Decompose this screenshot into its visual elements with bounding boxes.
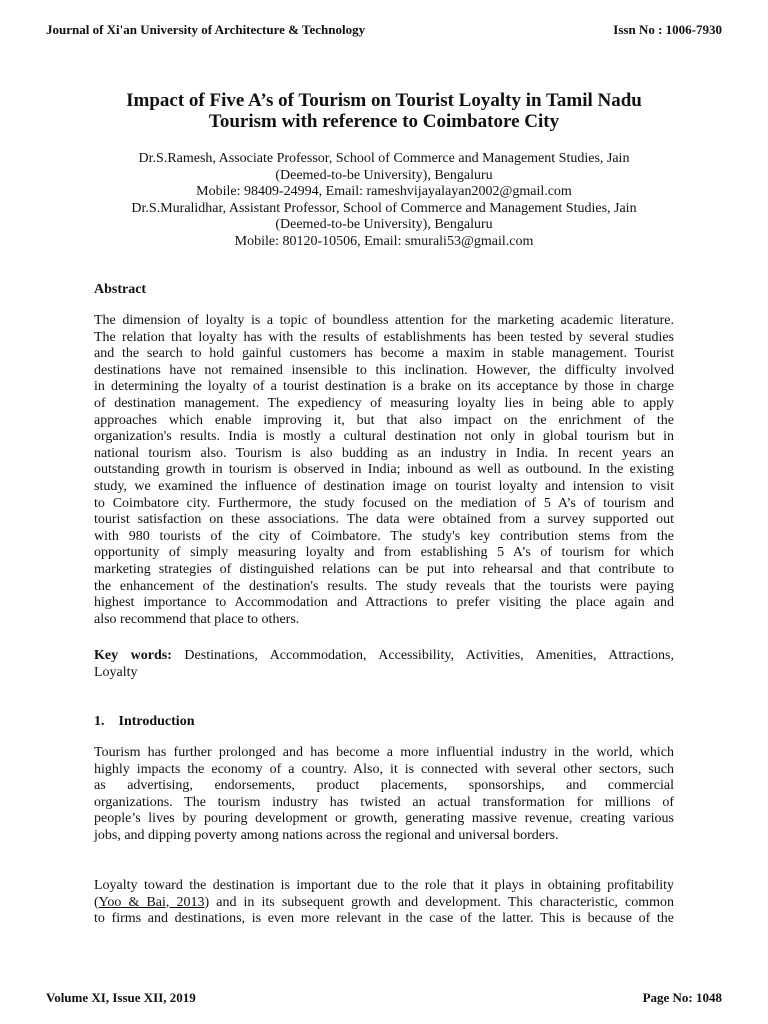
introduction-paragraph-1 — [94, 745, 674, 845]
running-footer — [46, 990, 722, 1006]
abstract-body — [94, 313, 674, 628]
abstract-line: and the search to hold gainful customers has become a maxim in stable management. Tourist — [94, 346, 674, 362]
running-header — [46, 22, 722, 38]
abstract-line: approaches which enable improving it, but that also impact on the enrichment of the — [94, 412, 674, 428]
intro-line: highly impacts the economy of a country. Also, it is connected with several other sectors, such — [94, 761, 674, 777]
abstract-line: of destination management. The expediency of measuring loyalty lies in being able to apply — [94, 395, 674, 411]
abstract-line: the enhancement of the destination's results. The study reveals that the tourists were paying — [94, 578, 674, 594]
issn-number: Issn No : 1006-7930 — [613, 22, 722, 37]
title-line-2: Tourism with reference to Coimbatore City — [208, 111, 560, 132]
paper-title — [60, 90, 708, 132]
abstract-line: in determining the loyalty of a tourist destination is a brake on its acceptance by those in charge — [94, 379, 674, 395]
title-line-1: Impact of Five A’s of Tourism on Tourist Loyalty in Tamil Nadu — [126, 90, 642, 111]
abstract-line: also recommend that place to others. — [94, 611, 300, 627]
paren-open: ( — [94, 894, 99, 910]
abstract-line: marketing strategies of distinguished relations can be put into rehearsal and that contribute to — [94, 561, 674, 577]
introduction-heading-text: 1. Introduction — [94, 714, 195, 729]
abstract-line: The relation that loyalty has with the results of establishments has been tested by several studies — [94, 329, 674, 345]
intro-line-rest: ) and in its subsequent growth and development. This characteristic, common — [204, 894, 674, 910]
abstract-heading: Abstract — [94, 282, 147, 297]
abstract-line: outstanding growth in tourism is observed in India; inbound as well as outbound. In the existing — [94, 462, 674, 478]
intro-line: jobs, and dipping poverty among nations across the regional and universal borders. — [94, 827, 559, 843]
journal-name: Journal of Xi'an University of Architecture & Technology — [46, 22, 366, 37]
intro-line: Loyalty toward the destination is important due to the role that it plays in obtaining profitability — [94, 878, 674, 893]
abstract-line: opportunity of simply measuring loyalty and from establishing 5 A’s of tourism for which — [94, 545, 674, 561]
abstract-line: study, we examined the influence of destination image on tourist loyalty and intension to visit — [94, 478, 674, 494]
abstract-line: highest importance to Accommodation and Attractions to prefer visiting the place again and — [94, 595, 674, 611]
keywords-label: Key words: — [94, 648, 172, 663]
author-line: Dr.S.Muralidhar, Assistant Professor, School of Commerce and Management Studies, Jain — [131, 200, 637, 216]
intro-line: as advertising, endorsements, product placements, sponsorships, and commercial — [94, 778, 674, 794]
citation-link[interactable]: Yoo & Bai, 2013 — [98, 894, 205, 910]
intro-line — [94, 895, 674, 912]
keywords-list: Destinations, Accommodation, Accessibility, Activities, Amenities, Attractions, — [171, 648, 674, 663]
author-line: (Deemed-to-be University), Bengaluru — [275, 217, 493, 233]
introduction-paragraph-2 — [94, 878, 674, 928]
keywords-block — [94, 648, 674, 681]
author-line: (Deemed-to-be University), Bengaluru — [275, 167, 493, 183]
author-block — [60, 151, 708, 251]
volume-info: Volume XI, Issue XII, 2019 — [46, 990, 196, 1005]
abstract-line: The dimension of loyalty is a topic of boundless attention for the marketing academic literature. — [94, 313, 674, 328]
abstract-line: tourist satisfaction on these associations. The data were obtained from a survey supported out — [94, 512, 674, 528]
abstract-line: to Coimbatore city. Furthermore, the study focused on the mediation of 5 A’s of tourism and — [94, 495, 674, 511]
introduction-heading — [94, 714, 194, 730]
intro-line: organizations. The tourism industry has twisted an actual transformation for millions of — [94, 794, 674, 810]
author-line: Mobile: 80120-10506, Email: smurali53@gmail.com — [234, 233, 534, 249]
page-number: Page No: 1048 — [642, 990, 722, 1005]
author-line: Dr.S.Ramesh, Associate Professor, School of Commerce and Management Studies, Jain — [138, 151, 630, 166]
intro-line: to firms and destinations, is even more relevant in the case of the latter. This is because of the — [94, 911, 674, 927]
intro-line: Tourism has further prolonged and has become a more influential industry in the world, which — [94, 745, 674, 760]
keywords-line — [94, 648, 674, 665]
abstract-line: with 980 tourists of the city of Coimbatore. The study's key contribution stems from the — [94, 528, 674, 544]
author-line: Mobile: 98409-24994, Email: rameshvijayalayan2002@gmail.com — [196, 184, 572, 200]
abstract-line: destinations have not remained insensible to this inclination. However, the difficulty involved — [94, 362, 674, 378]
keywords-line: Loyalty — [94, 664, 138, 680]
abstract-line: organization's results. India is mostly a cultural destination not only in global tourism but in — [94, 429, 674, 445]
abstract-line: national tourism also. Tourism is also budding as an industry in India. In recent years an — [94, 445, 674, 461]
intro-line: people’s lives by pouring development or growth, generating massive revenue, creating various — [94, 811, 674, 827]
